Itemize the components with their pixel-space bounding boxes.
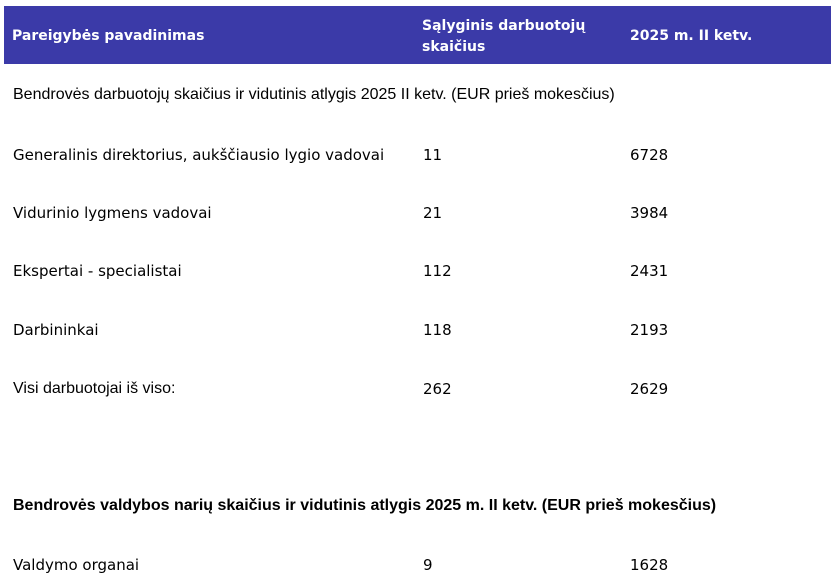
- table-row-total: [0, 380, 837, 400]
- row-average-salary: 6728: [630, 146, 669, 164]
- header-employee-count: [422, 16, 612, 58]
- table-row: [0, 262, 837, 282]
- header-employee-count-line2: skaičius: [422, 39, 486, 55]
- row-average-salary: 1628: [630, 556, 669, 574]
- row-employee-count: 262: [423, 380, 452, 398]
- header-quarter: 2025 m. II ketv.: [630, 28, 753, 44]
- table-row: [0, 321, 837, 341]
- table-row: [0, 556, 837, 576]
- row-average-salary: 2629: [630, 380, 669, 398]
- row-employee-count: 21: [423, 204, 443, 222]
- table-header: [4, 6, 831, 64]
- row-employee-count: 9: [423, 556, 433, 574]
- row-employee-count: 112: [423, 262, 452, 280]
- row-employee-count: 118: [423, 321, 452, 339]
- header-position-name: Pareigybės pavadinimas: [12, 28, 205, 44]
- row-position-name: Vidurinio lygmens vadovai: [13, 204, 212, 222]
- row-position-name: Visi darbuotojai iš viso:: [13, 380, 176, 397]
- row-employee-count: 11: [423, 146, 443, 164]
- section1-title: Bendrovės darbuotojų skaičius ir vidutinis atlygis 2025 II ketv. (EUR prieš mokesčius): [13, 86, 615, 103]
- table-row: [0, 204, 837, 224]
- row-average-salary: 2193: [630, 321, 669, 339]
- row-average-salary: 2431: [630, 262, 669, 280]
- row-position-name: Generalinis direktorius, aukščiausio lygio vadovai: [13, 146, 385, 164]
- row-average-salary: 3984: [630, 204, 669, 222]
- table-row: [0, 146, 837, 166]
- row-position-name: Valdymo organai: [13, 556, 140, 574]
- header-employee-count-line1: Sąlyginis darbuotojų: [422, 18, 586, 34]
- section2-title: Bendrovės valdybos narių skaičius ir vidutinis atlygis 2025 m. II ketv. (EUR prieš mokesčius): [13, 497, 717, 514]
- row-position-name: Ekspertai - specialistai: [13, 262, 182, 280]
- row-position-name: Darbininkai: [13, 321, 99, 339]
